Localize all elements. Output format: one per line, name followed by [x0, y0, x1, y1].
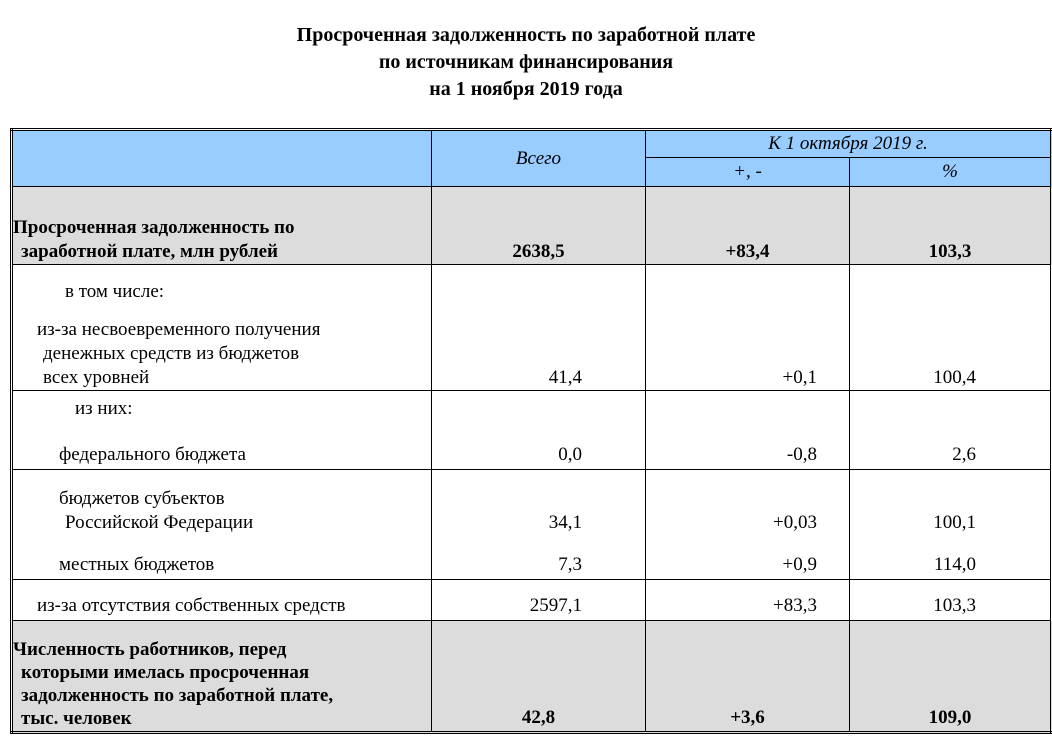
- value-change-regional: +0,03: [773, 512, 817, 533]
- value-total: 0,0: [432, 391, 646, 470]
- value-total-regional: 34,1: [548, 512, 582, 533]
- row-label: [12, 470, 432, 580]
- table-row: [12, 391, 1052, 470]
- row-label-line: Российской Федерации: [65, 512, 254, 533]
- header-group: К 1 октября 2019 г.: [646, 130, 1052, 158]
- value-total: 42,8: [432, 621, 646, 733]
- row-label-line: Численность работников, перед: [13, 639, 287, 660]
- row-label: [12, 621, 432, 733]
- row-label-line: тыс. человек: [21, 708, 132, 729]
- value-percent: 100,4: [850, 265, 1052, 391]
- table-row: [12, 580, 1052, 621]
- row-label-line: которыми имелась просроченная: [21, 662, 310, 683]
- value-change: -0,8: [646, 391, 850, 470]
- value-percent-local: 114,0: [933, 554, 976, 575]
- header-total: Всего: [432, 130, 646, 187]
- value-total: 2597,1: [432, 580, 646, 621]
- value-percent: 109,0: [850, 621, 1052, 733]
- header-percent: %: [850, 158, 1052, 187]
- value-change: +3,6: [646, 621, 850, 733]
- row-label-line: из-за несвоевременного получения: [37, 319, 321, 340]
- row-label-line: всех уровней: [43, 367, 150, 388]
- value-percent-regional: 100,1: [933, 512, 976, 533]
- value-change-local: +0,9: [782, 554, 817, 575]
- row-label-line: денежных средств из бюджетов: [43, 343, 300, 364]
- value-percent: 103,3: [850, 187, 1052, 265]
- header-change: +, -: [646, 158, 850, 187]
- row-label-line: заработной плате, млн рублей: [21, 241, 278, 262]
- value-percent: 2,6: [850, 391, 1052, 470]
- value-total-local: 7,3: [558, 554, 582, 575]
- header-label-cell: [12, 130, 432, 187]
- value-change: +83,3: [646, 580, 850, 621]
- row-label-line: задолженность по заработной плате,: [21, 685, 334, 706]
- value-change: +0,1: [646, 265, 850, 391]
- table-row: [12, 187, 1052, 265]
- value-total: [432, 470, 646, 580]
- value-change: +83,4: [646, 187, 850, 265]
- value-percent: 103,3: [850, 580, 1052, 621]
- row-label: из-за отсутствия собственных средств: [12, 580, 432, 621]
- row-label: [12, 187, 432, 265]
- row-label-line: местных бюджетов: [59, 554, 215, 575]
- row-label-line: бюджетов субъектов: [59, 488, 225, 509]
- table-row: [12, 470, 1052, 580]
- row-label-line: в том числе:: [65, 281, 165, 302]
- row-label-line: из них:: [75, 398, 133, 419]
- debt-table: [10, 128, 1052, 734]
- title-line-1: Просроченная задолженность по заработной плате: [296, 24, 756, 46]
- row-label: [12, 391, 432, 470]
- table-row: [12, 621, 1052, 733]
- title-line-3: на 1 ноября 2019 года: [429, 78, 623, 100]
- table-row: [12, 265, 1052, 391]
- title-line-2: по источникам финансирования: [378, 51, 674, 73]
- page-title: [0, 22, 1052, 103]
- row-label-line: Просроченная задолженность по: [13, 217, 295, 238]
- value-total: 2638,5: [432, 187, 646, 265]
- value-percent: [850, 470, 1052, 580]
- row-label-line: федерального бюджета: [59, 444, 246, 465]
- value-change: [646, 470, 850, 580]
- row-label: [12, 265, 432, 391]
- value-total: 41,4: [432, 265, 646, 391]
